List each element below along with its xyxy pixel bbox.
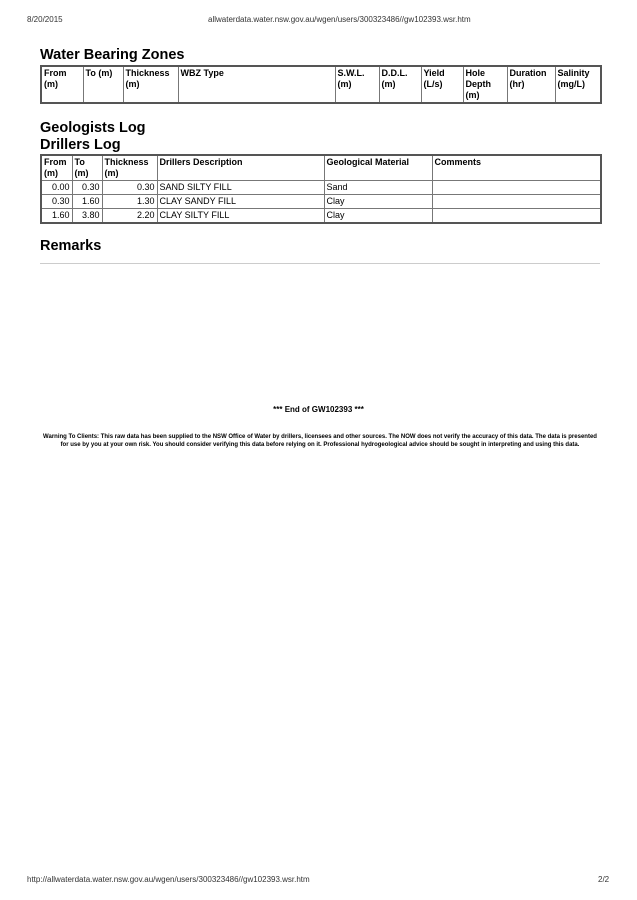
table-row	[41, 209, 601, 224]
remarks-heading: Remarks	[40, 238, 102, 254]
water-bearing-zones-table	[40, 65, 602, 104]
cell-from: 0.00	[41, 181, 72, 195]
cell-to: 0.30	[72, 181, 102, 195]
warning-notice: Warning To Clients: This raw data has been supplied to the NSW Office of Water by drillers, licensees and other sources. The NOW does not verify the accuracy of this data. The data is presented for use by you at your own risk. You should consider verifying this data before relying on it. Professional hydrogeological advice should be sought in interpreting and using this data.	[43, 434, 597, 448]
wbz-col-salinity: Salinity (mg/L)	[555, 66, 601, 103]
water-bearing-zones-heading: Water Bearing Zones	[40, 47, 185, 63]
drill-col-thickness: Thickness (m)	[102, 155, 157, 181]
drill-col-to: To (m)	[72, 155, 102, 181]
table-row	[41, 195, 601, 209]
cell-thickness: 1.30	[102, 195, 157, 209]
cell-thickness: 2.20	[102, 209, 157, 224]
drill-col-comments: Comments	[432, 155, 601, 181]
wbz-col-to: To (m)	[83, 66, 123, 103]
wbz-col-thickness: Thickness (m)	[123, 66, 178, 103]
drillers-log-heading: Drillers Log	[40, 137, 121, 153]
wbz-col-swl: S.W.L. (m)	[335, 66, 379, 103]
cell-from: 1.60	[41, 209, 72, 224]
wbz-col-yield: Yield (L/s)	[421, 66, 463, 103]
cell-description: CLAY SANDY FILL	[157, 195, 324, 209]
cell-comments	[432, 181, 601, 195]
print-footer-url: http://allwaterdata.water.nsw.gov.au/wgen/users/300323486//gw102393.wsr.htm	[27, 875, 310, 884]
wbz-col-duration: Duration (hr)	[507, 66, 555, 103]
cell-description: CLAY SILTY FILL	[157, 209, 324, 224]
cell-comments	[432, 209, 601, 224]
cell-comments	[432, 195, 601, 209]
drillers-log-table	[40, 154, 602, 224]
cell-thickness: 0.30	[102, 181, 157, 195]
cell-to: 3.80	[72, 209, 102, 224]
cell-to: 1.60	[72, 195, 102, 209]
cell-material: Clay	[324, 195, 432, 209]
print-header-url: allwaterdata.water.nsw.gov.au/wgen/users/300323486//gw102393.wsr.htm	[208, 15, 471, 24]
drill-col-description: Drillers Description	[157, 155, 324, 181]
print-date: 8/20/2015	[27, 15, 63, 24]
cell-from: 0.30	[41, 195, 72, 209]
cell-material: Sand	[324, 181, 432, 195]
drill-col-from: From (m)	[41, 155, 72, 181]
drill-col-material: Geological Material	[324, 155, 432, 181]
cell-description: SAND SILTY FILL	[157, 181, 324, 195]
geologists-log-heading: Geologists Log	[40, 120, 146, 136]
wbz-col-type: WBZ Type	[178, 66, 335, 103]
wbz-col-from: From (m)	[41, 66, 83, 103]
table-row	[41, 181, 601, 195]
remarks-divider	[40, 263, 600, 264]
wbz-col-hole-depth: Hole Depth (m)	[463, 66, 507, 103]
wbz-col-ddl: D.D.L. (m)	[379, 66, 421, 103]
page-number: 2/2	[598, 875, 610, 884]
cell-material: Clay	[324, 209, 432, 224]
end-of-report: *** End of GW102393 ***	[273, 405, 364, 414]
